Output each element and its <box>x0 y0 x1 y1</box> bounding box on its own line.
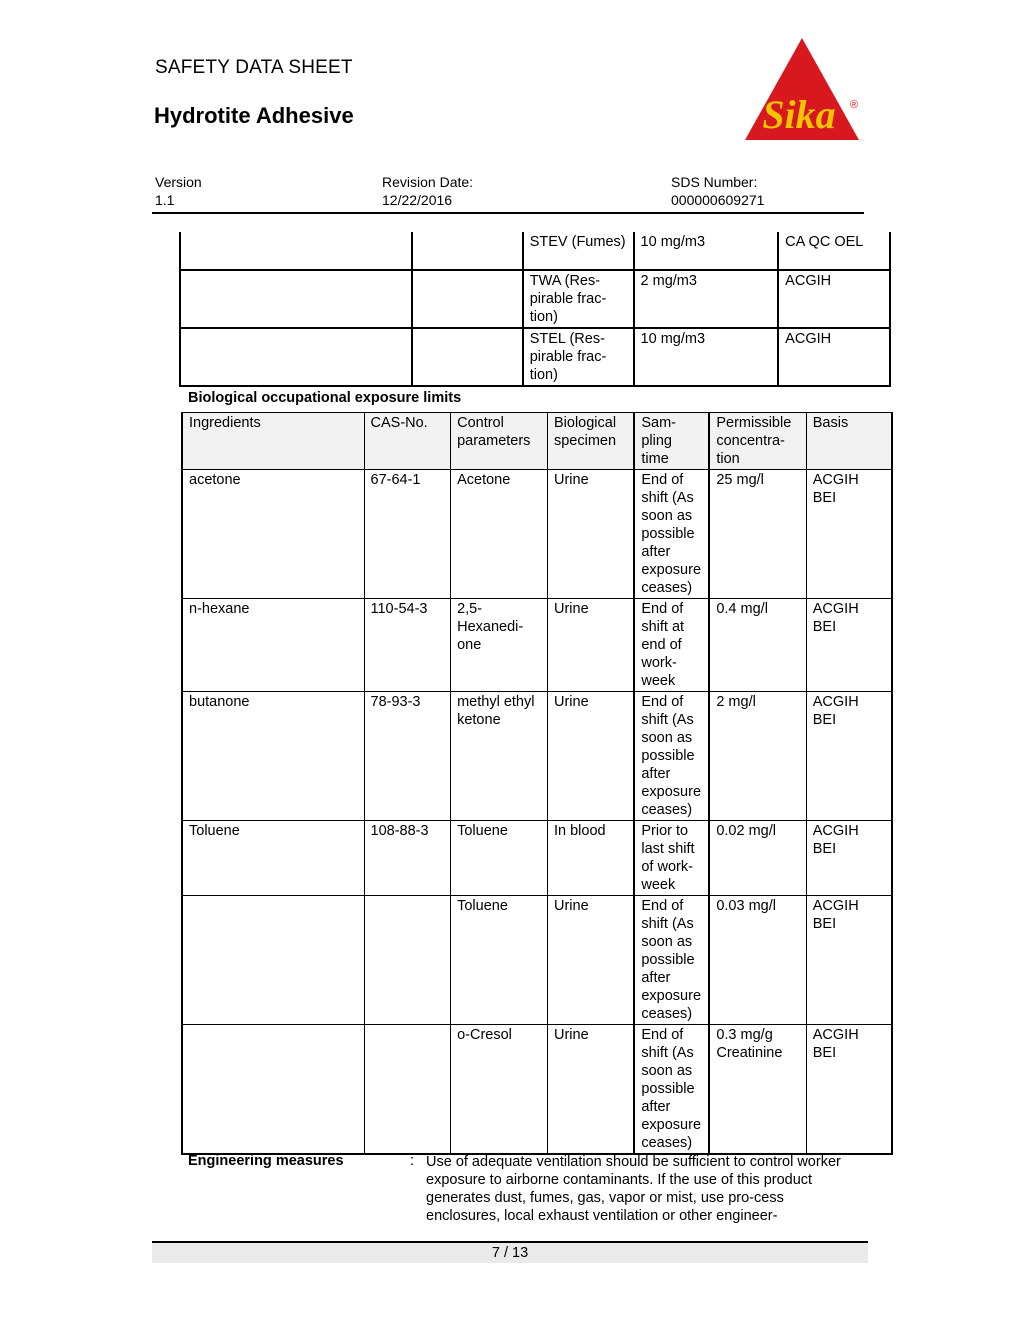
table-row <box>182 1025 892 1155</box>
table-cell <box>364 896 451 1025</box>
table-cell: ACGIH BEI <box>806 896 892 1025</box>
table-cell <box>412 328 523 386</box>
table-cell: 2,5-Hexanedi-one <box>451 599 548 692</box>
table-row <box>180 328 890 386</box>
column-header: Ingredients <box>182 413 364 470</box>
table-cell <box>182 1025 364 1155</box>
column-header: Basis <box>806 413 892 470</box>
sika-logo-icon <box>744 38 860 142</box>
table-cell <box>412 232 523 270</box>
table-cell: End of shift (As soon as possible after exposure ceases) <box>634 692 709 821</box>
svg-text:Sika: Sika <box>762 92 836 137</box>
table-cell: 10 mg/m3 <box>634 328 779 386</box>
table-cell: n-hexane <box>182 599 364 692</box>
table-cell: ACGIH BEI <box>806 599 892 692</box>
table-cell: Toluene <box>451 821 548 896</box>
table-cell: Urine <box>547 692 634 821</box>
table-row <box>182 821 892 896</box>
table-cell: 0.02 mg/l <box>709 821 806 896</box>
table-cell: Urine <box>547 896 634 1025</box>
table-cell: 10 mg/m3 <box>634 232 779 270</box>
table-cell: 78-93-3 <box>364 692 451 821</box>
table-cell: 2 mg/l <box>709 692 806 821</box>
document-type: SAFETY DATA SHEET <box>155 57 353 78</box>
engineering-measures-text: Use of adequate ventilation should be sufficient to control worker exposure to airborne contaminants. If the use of this product generates dust, fumes, gas, vapor or mist, use pro-cess enclosures, local exhaust ventilation or other engineer- <box>426 1154 841 1224</box>
biological-limits-table <box>181 412 893 1155</box>
revision-value: 12/22/2016 <box>382 192 453 208</box>
table-cell: Urine <box>547 470 634 599</box>
table-cell: 2 mg/m3 <box>634 270 779 328</box>
svg-text:®: ® <box>850 99 859 111</box>
table-cell <box>412 270 523 328</box>
table-cell: 108-88-3 <box>364 821 451 896</box>
column-header: Biological specimen <box>547 413 634 470</box>
label-colon: : <box>410 1153 415 1169</box>
table-cell: In blood <box>547 821 634 896</box>
table-cell <box>364 1025 451 1155</box>
sds-label: SDS Number: <box>671 174 758 190</box>
table-cell: STEL (Res-pirable frac-tion) <box>523 328 634 386</box>
revision-label: Revision Date: <box>382 174 474 190</box>
table-cell: End of shift (As soon as possible after exposure ceases) <box>634 896 709 1025</box>
table-cell: ACGIH BEI <box>806 1025 892 1155</box>
table-row <box>182 896 892 1025</box>
table-cell: Prior to last shift of work-week <box>634 821 709 896</box>
table-cell: Acetone <box>451 470 548 599</box>
table-cell: 110-54-3 <box>364 599 451 692</box>
product-name: Hydrotite Adhesive <box>154 103 354 128</box>
engineering-measures-label: Engineering measures <box>188 1153 344 1169</box>
table-row <box>182 470 892 599</box>
table-cell <box>180 232 412 270</box>
table-row <box>182 692 892 821</box>
table-cell: ACGIH <box>778 328 890 386</box>
table-cell <box>180 270 412 328</box>
table-cell: 67-64-1 <box>364 470 451 599</box>
column-header: Permissible concentra-tion <box>709 413 806 470</box>
column-header: Control parameters <box>451 413 548 470</box>
version-label: Version <box>155 174 202 190</box>
version-block <box>155 173 202 209</box>
table-cell: Urine <box>547 599 634 692</box>
table-cell: ACGIH BEI <box>806 692 892 821</box>
version-value: 1.1 <box>155 192 175 208</box>
sds-value: 000000609271 <box>671 192 765 208</box>
table-row <box>180 270 890 328</box>
table-cell <box>180 328 412 386</box>
table-cell: STEV (Fumes) <box>523 232 634 270</box>
table-cell: 0.4 mg/l <box>709 599 806 692</box>
table-cell: ACGIH <box>778 270 890 328</box>
table-cell: Toluene <box>451 896 548 1025</box>
table-cell: End of shift (As soon as possible after exposure ceases) <box>634 1025 709 1155</box>
table-cell: methyl ethyl ketone <box>451 692 548 821</box>
exposure-limits-continued-table <box>179 232 891 387</box>
table-cell: butanone <box>182 692 364 821</box>
table-cell <box>182 896 364 1025</box>
column-header: Sam-pling time <box>634 413 709 470</box>
table-cell: End of shift at end of work-week <box>634 599 709 692</box>
table-cell: Urine <box>547 1025 634 1155</box>
table-cell: acetone <box>182 470 364 599</box>
table-cell: 0.03 mg/l <box>709 896 806 1025</box>
table-header-row <box>182 413 892 470</box>
page-number: 7 / 13 <box>152 1243 868 1263</box>
table-row <box>180 232 890 270</box>
table-cell: 0.3 mg/g Creatinine <box>709 1025 806 1155</box>
table-row <box>182 599 892 692</box>
sds-block <box>671 173 764 209</box>
table-cell: ACGIH BEI <box>806 821 892 896</box>
revision-block <box>382 173 473 209</box>
header-divider <box>152 212 864 214</box>
section-title: Biological occupational exposure limits <box>188 390 462 406</box>
table-cell: ACGIH BEI <box>806 470 892 599</box>
table-cell: 25 mg/l <box>709 470 806 599</box>
table-cell: Toluene <box>182 821 364 896</box>
table-cell: CA QC OEL <box>778 232 890 270</box>
table-cell: TWA (Res-pirable frac-tion) <box>523 270 634 328</box>
table-cell: End of shift (As soon as possible after exposure ceases) <box>634 470 709 599</box>
table-cell: o-Cresol <box>451 1025 548 1155</box>
column-header: CAS-No. <box>364 413 451 470</box>
